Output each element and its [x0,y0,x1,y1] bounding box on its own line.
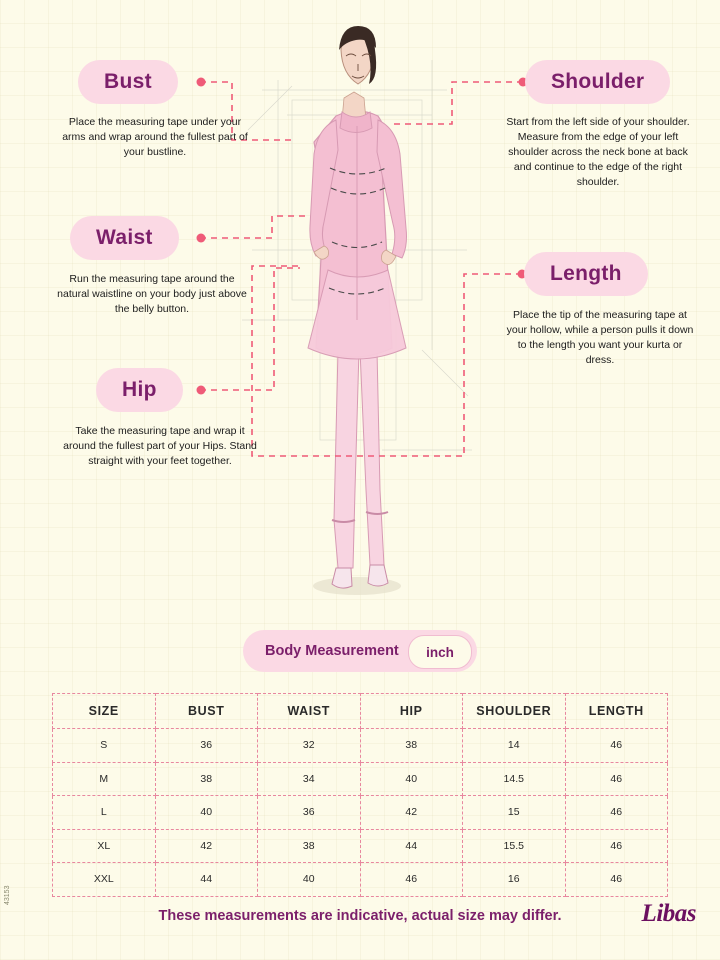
cell-bust: 36 [155,729,258,763]
cell-shoulder: 15.5 [463,829,566,863]
column-header-size: SIZE [53,694,156,729]
callout-pill-hip [96,368,183,412]
cell-length: 46 [565,796,668,830]
cell-bust: 38 [155,762,258,796]
table-row [53,796,668,830]
disclaimer-text: These measurements are indicative, actual size may differ. [158,908,562,924]
cell-waist: 32 [258,729,361,763]
body-measurement-header [243,630,477,672]
cell-hip: 38 [360,729,463,763]
column-header-length: LENGTH [565,694,668,729]
cell-waist: 40 [258,863,361,897]
brand-logo: Libas [641,900,696,927]
cell-size: S [53,729,156,763]
cell-bust: 44 [155,863,258,897]
column-header-bust: BUST [155,694,258,729]
callout-pill-shoulder [525,60,670,104]
cell-size: M [53,762,156,796]
callout-label-bust: Bust [104,70,152,93]
cell-size: XXL [53,863,156,897]
column-header-shoulder: SHOULDER [463,694,566,729]
cell-shoulder: 14.5 [463,762,566,796]
body-measurement-title: Body Measurement [265,643,399,659]
callout-pill-waist [70,216,179,260]
cell-hip: 40 [360,762,463,796]
cell-shoulder: 14 [463,729,566,763]
table-row [53,863,668,897]
cell-hip: 46 [360,863,463,897]
unit-toggle-inch[interactable]: inch [408,635,472,669]
callout-label-waist: Waist [96,226,153,249]
callout-label-shoulder: Shoulder [551,70,645,93]
cell-bust: 42 [155,829,258,863]
size-chart-table [52,693,668,897]
table-row [53,762,668,796]
column-header-hip: HIP [360,694,463,729]
callout-description-shoulder: Start from the left side of your shoulder. Measure from the edge of your left shoulder across the neck bone at back and continue to the edge of the right shoulder. [506,116,690,188]
cell-size: XL [53,829,156,863]
cell-length: 46 [565,729,668,763]
fashion-sketch-icon [232,20,482,600]
cell-waist: 36 [258,796,361,830]
cell-bust: 40 [155,796,258,830]
column-header-waist: WAIST [258,694,361,729]
sku-code: 43153 [4,885,11,905]
callout-description-hip: Take the measuring tape and wrap it around the fullest part of your Hips. Stand straight with your feet together. [63,425,257,467]
callout-pill-bust [78,60,178,104]
cell-waist: 34 [258,762,361,796]
callout-description-length: Place the tip of the measuring tape at your hollow, while a person pulls it down to the length you want your kurta or dress. [506,309,694,366]
table-row [53,729,668,763]
cell-hip: 42 [360,796,463,830]
model-illustration [232,20,482,600]
cell-shoulder: 16 [463,863,566,897]
callout-label-hip: Hip [122,378,157,401]
callout-description-bust: Place the measuring tape under your arms and wrap around the fullest part of your bustline. [62,116,248,158]
cell-hip: 44 [360,829,463,863]
cell-length: 46 [565,762,668,796]
callout-description-waist: Run the measuring tape around the natural waistline on your body just above the belly button. [57,273,247,315]
cell-size: L [53,796,156,830]
callout-pill-length [524,252,648,296]
cell-shoulder: 15 [463,796,566,830]
cell-waist: 38 [258,829,361,863]
table-header-row [53,694,668,729]
cell-length: 46 [565,829,668,863]
table-row [53,829,668,863]
cell-length: 46 [565,863,668,897]
callout-label-length: Length [550,262,622,285]
